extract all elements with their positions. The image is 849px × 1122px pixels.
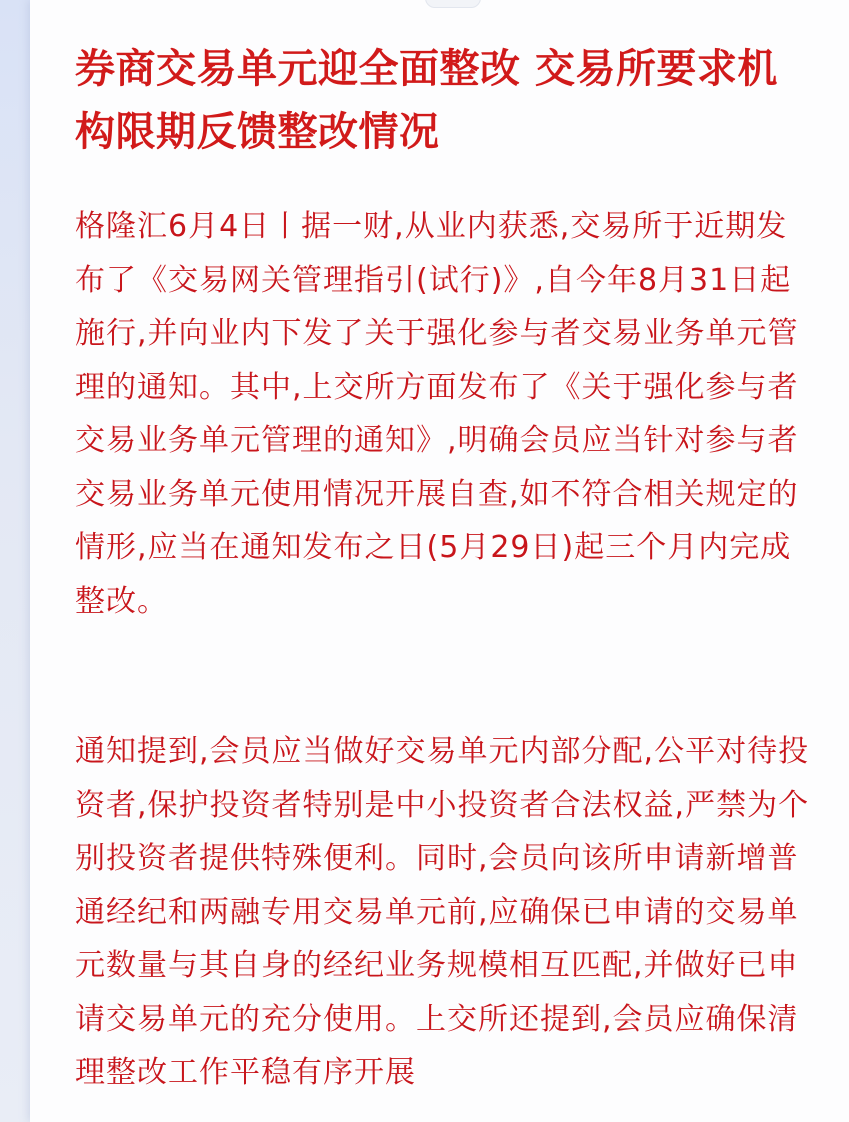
- left-margin-band: [0, 0, 30, 1122]
- article-paragraph-2: 通知提到,会员应当做好交易单元内部分配,公平对待投资者,保护投资者特别是中小投资者合法权益,严禁为个别投资者提供特殊便利。同时,会员向该所申请新增普通经纪和两融专用交易单元前,应确保已申请的交易单元数量与其自身的经纪业务规模相互匹配,并做好已申请交易单元的充分使用。上交所还提到,会员应确保清理整改工作平稳有序开展: [75, 734, 810, 1090]
- article-page: [30, 0, 849, 1122]
- article-headline: 券商交易单元迎全面整改 交易所要求机构限期反馈整改情况: [75, 46, 778, 155]
- article-paragraph-1: 格隆汇6月4日丨据一财,从业内获悉,交易所于近期发布了《交易网关管理指引(试行)》,自今年8月31日起施行,并向业内下发了关于强化参与者交易业务单元管理的通知。其中,上交所方面发布了《关于强化参与者交易业务单元管理的通知》,明确会员应当针对参与者交易业务单元使用情况开展自查,如不符合相关规定的情形,应当在通知发布之日(5月29日)起三个月内完成整改。: [75, 209, 799, 619]
- top-tab-handle: [425, 0, 481, 8]
